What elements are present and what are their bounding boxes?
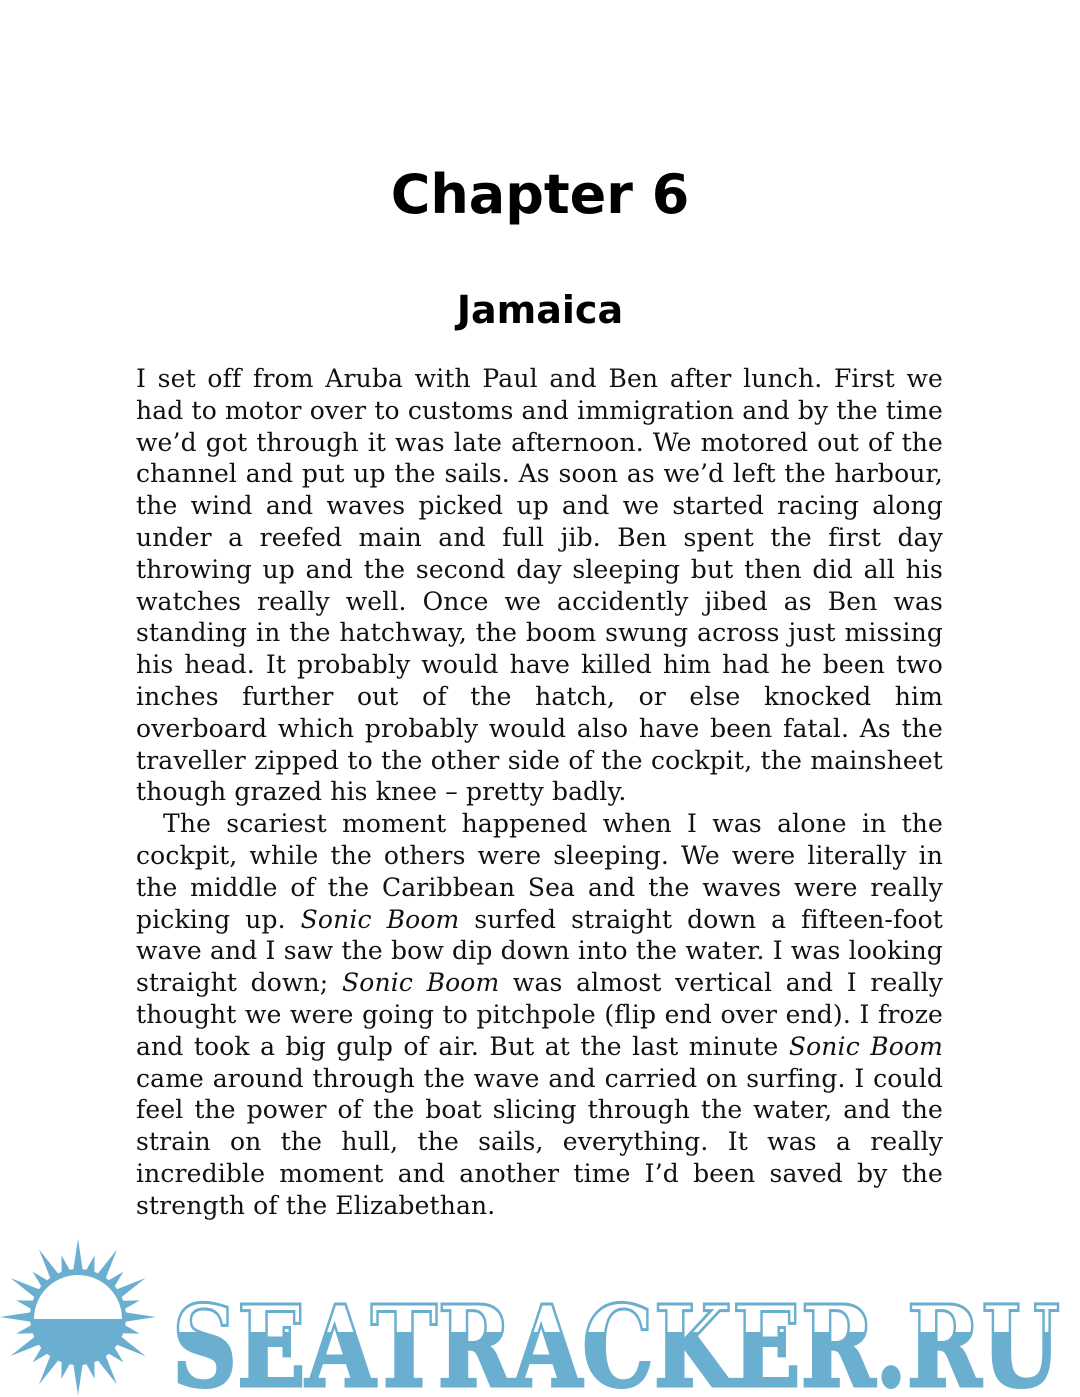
paragraph-2 [136,808,943,1221]
watermark-text: SEATRACKER.RU [172,1282,1060,1397]
text-run: The scariest moment happened when I was alone in the cockpit, while the others were sleeping. We were literally in the middle of the Caribbean Sea and the waves were really picking up. [136,809,943,934]
boat-name: Sonic Boom [300,904,460,934]
text-run: surfed straight down a fifteen-foot wave and I saw the bow dip down into the water. I was looking straight down; [136,904,944,998]
paragraph-1 [136,363,943,808]
text-run: I set off from Aruba with Paul and Ben after lunch. First we had to motor over to customs and immigration and by the time we’d got through it was late afternoon. We motored out of the channel and put up the sails. As soon as we’d left the harbour, the wind and waves picked up and we started racing along under a reefed main and full jib. Ben spent the first day throwing up and the second day sleeping but then did all his watches really well. Once we accidently jibed as Ben was standing in the hatchway, the boom swung across just missing his head. It probably would have killed him had he been two inches further out of the hatch, or else knocked him overboard which probably would also have been fatal. As the traveller zipped to the other side of the cockpit, the mainsheet though grazed his knee – pretty badly. [136,364,943,807]
sun-ray [0,1312,34,1322]
text-run: came around through the wave and carried on surfing. I could feel the power of the boat slicing through the water, and the strain on the hull, the sails, everything. It was a really incredible moment and another time I’d been saved by the strength of the Elizabethan. [136,1063,943,1220]
chapter-number: Chapter 6 [390,163,690,226]
sun-icon [0,1239,156,1395]
sun-ray [73,1361,83,1395]
sun-ray [73,1239,83,1273]
text-run: was almost vertical and I really thought we were going to pitchpole (flip end over end). I froze and took a big gulp of air. But at the last minute [136,968,944,1061]
chapter-body [136,363,943,1222]
watermark [0,1238,1080,1397]
chapter-title: Jamaica [456,288,624,332]
sun-ray [122,1312,156,1322]
boat-name: Sonic Boom [341,968,500,998]
boat-name: Sonic Boom [788,1031,943,1061]
